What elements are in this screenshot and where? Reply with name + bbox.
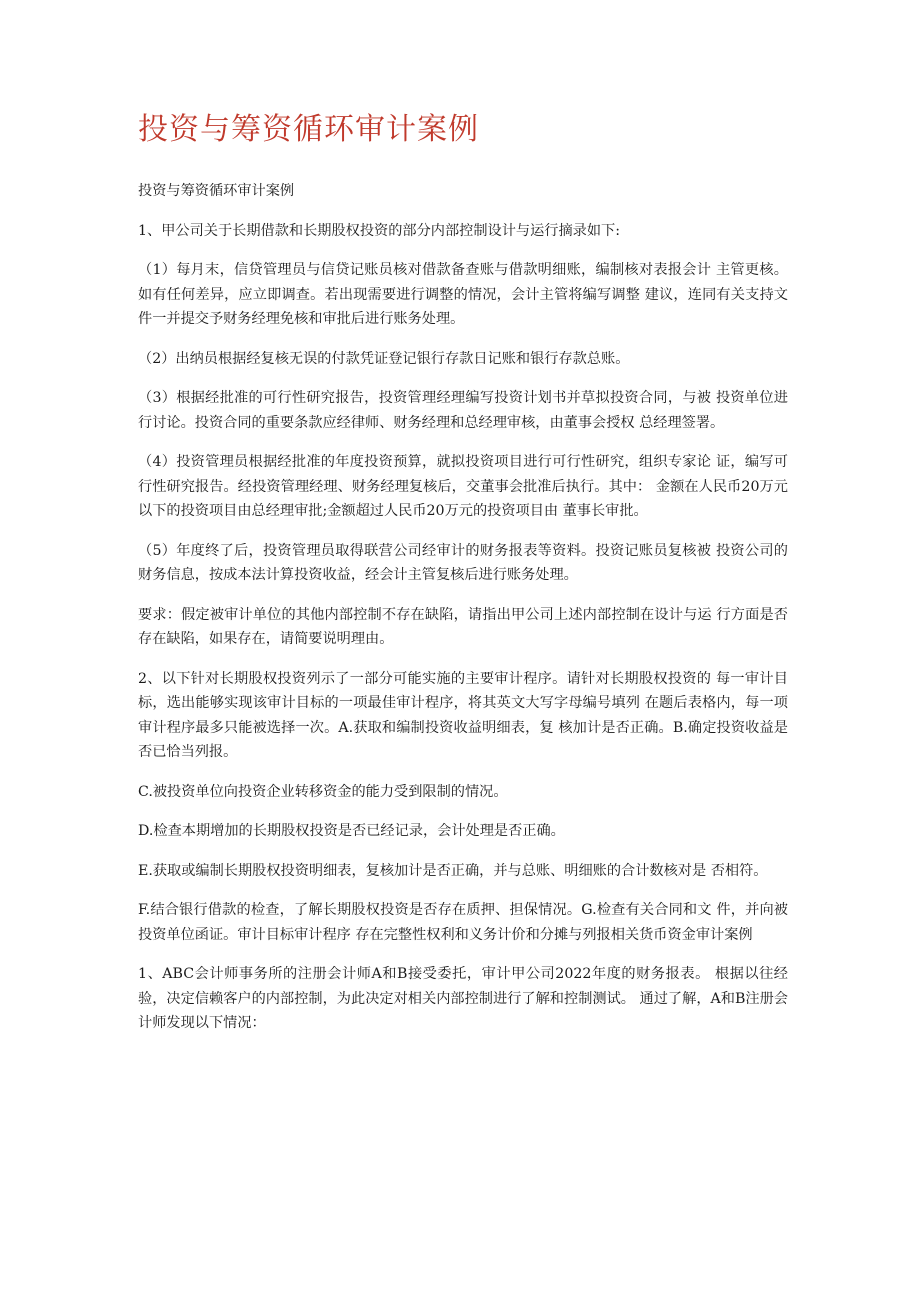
paragraph-item-2: （2）出纳员根据经复核无误的付款凭证登记银行存款日记账和银行存款总账。: [138, 350, 630, 367]
paragraph-item-5: （5）年度终了后，投资管理员取得联营公司经审计的财务报表等资料。投资记账员复核被 投资公司的财务信息，按成本法计算投资收益，经会计主管复核后进行账务处理。: [138, 542, 788, 583]
document-title: 投资与筹资循环审计案例: [138, 112, 479, 147]
paragraph-subtitle: 投资与筹资循环审计案例: [138, 183, 295, 199]
paragraph-item-4: （4）投资管理员根据经批准的年度投资预算，就拟投资项目进行可行性研究，组织专家论 证，编写可行性研究报告。经投资管理经理、财务经理复核后，交董事会批准后执行。其中： 金额在人民币20万元以下的投资项目由总经理审批;金额超过人民币20万元的投资项目由 董事长审批。: [138, 454, 788, 519]
paragraph-option-f-g: F.结合银行借款的检查，了解长期股权投资是否存在质押、担保情况。G.检查有关合同和文 件，并向被投资单位函证。审计目标审计程序 存在完整性权利和义务计价和分摊与列报相关货币资金审计案例: [138, 902, 788, 943]
document-page: [138, 110, 788, 1051]
paragraph-item-3: （3）根据经批准的可行性研究报告，投资管理经理编写投资计划书并草拟投资合同，与被 投资单位进行讨论。投资合同的重要条款应经律师、财务经理和总经理审核，由董事会授权 总经理签署。: [138, 390, 788, 431]
paragraph-requirement: 要求：假定被审计单位的其他内部控制不存在缺陷，请指出甲公司上述内部控制在设计与运 行方面是否存在缺陷，如果存在，请简要说明理由。: [138, 606, 788, 647]
paragraph-option-e: E.获取或编制长期股权投资明细表，复核加计是否正确，并与总账、明细账的合计数核对是 否相符。: [138, 862, 768, 879]
paragraph-item-1: （1）每月末，信贷管理员与信贷记账员核对借款备查账与借款明细账，编制核对表报会计 主管更核。如有任何差异，应立即调查。若出现需要进行调整的情况，会计主管将编写调整 建议，连同有关支持文件一并提交予财务经理免核和审批后进行账务处理。: [138, 262, 788, 327]
paragraph-cash-case-1: 1、ABC会计师事务所的注册会计师A和B接受委托，审计甲公司2022年度的财务报表。 根据以往经验，决定信赖客户的内部控制，为此决定对相关内部控制进行了解和控制测试。 通过了解，A和B注册会计师发现以下情况：: [138, 966, 788, 1031]
paragraph-question-1-intro: 1、甲公司关于长期借款和长期股权投资的部分内部控制设计与运行摘录如下:: [138, 222, 620, 239]
paragraph-option-d: D.检查本期增加的长期股权投资是否已经记录，会计处理是否正确。: [138, 823, 565, 839]
paragraph-question-2: 2、以下针对长期股权投资列示了一部分可能实施的主要审计程序。请针对长期股权投资的 每一审计目标，选出能够实现该审计目标的一项最佳审计程序，将其英文大写字母编号填列 在题后表格内，每一项审计程序最多只能被选择一次。A.获取和编制投资收益明细表，复 核加计是否正确。B.确定投资收益是否已恰当列报。: [138, 670, 788, 760]
paragraph-option-c: C.被投资单位向投资企业转移资金的能力受到限制的情况。: [138, 783, 508, 800]
